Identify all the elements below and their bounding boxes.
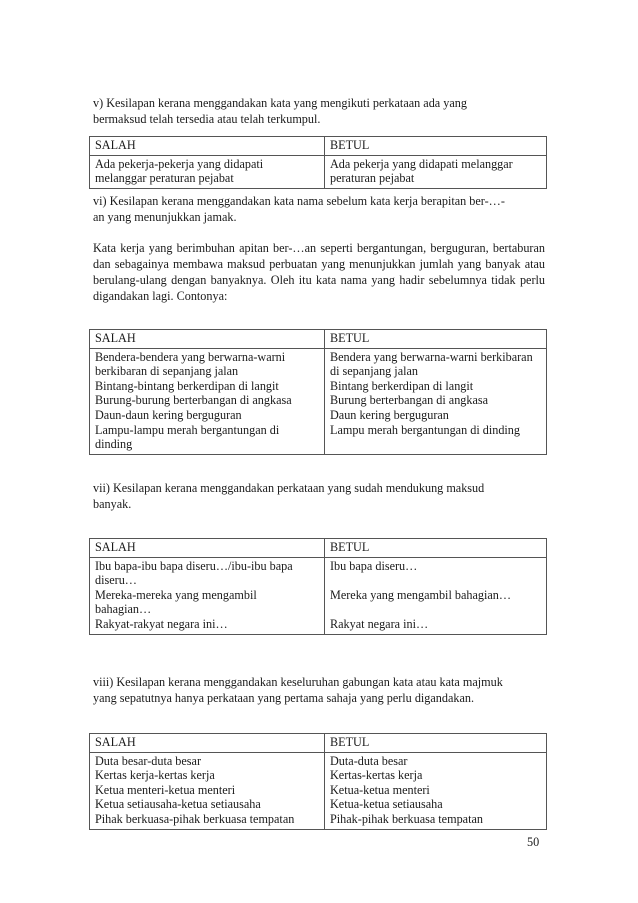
salah-line: Duta besar-duta besar xyxy=(95,753,202,768)
betul-line: Bendera yang berwarna-warni berkibaran xyxy=(330,349,533,364)
betul-header: BETUL xyxy=(325,137,547,156)
section-viii-heading xyxy=(93,674,545,706)
table-row xyxy=(90,348,547,454)
betul-header: BETUL xyxy=(325,539,547,558)
heading-line: vii) Kesilapan kerana menggandakan perkataan yang sudah mendukung maksud xyxy=(93,481,485,495)
salah-line: melanggar peraturan pejabat xyxy=(95,171,234,186)
section-vi-paragraph: Kata kerja yang berimbuhan apitan ber-…an seperti bergantungan, berguguran, bertaburan dan sebagainya membawa maksud perbuatan yang menunjukkan jumlah yang banyak atau berulang-ulang dengan banyaknya. Oleh itu kata nama yang hadir sebelumnya tidak perlu digandakan lagi. Contonya: xyxy=(93,241,545,303)
section-viii-table xyxy=(89,733,547,830)
salah-cell xyxy=(90,155,325,188)
salah-line: Ketua setiausaha-ketua setiausaha xyxy=(95,797,261,812)
heading-line: vi) Kesilapan kerana menggandakan kata nama sebelum kata kerja berapitan ber-…- xyxy=(93,194,505,208)
section-vi-heading xyxy=(93,193,545,225)
salah-cell xyxy=(90,752,325,829)
blank-line xyxy=(330,602,542,617)
salah-line: Pihak berkuasa-pihak berkuasa tempatan xyxy=(95,811,295,826)
section-vii-heading xyxy=(93,480,545,512)
table-header-row xyxy=(90,330,547,349)
betul-line: Lampu merah bergantungan di dinding xyxy=(330,422,520,437)
betul-line: Ada pekerja yang didapati melanggar xyxy=(330,156,513,171)
salah-header: SALAH xyxy=(90,137,325,156)
salah-line: dinding xyxy=(95,437,133,452)
section-vii-table xyxy=(89,538,547,635)
table-row xyxy=(90,752,547,829)
betul-line: Mereka yang mengambil bahagian… xyxy=(330,587,512,602)
betul-line: Kertas-kertas kerja xyxy=(330,768,423,783)
salah-cell xyxy=(90,557,325,634)
heading-line: viii) Kesilapan kerana menggandakan keseluruhan gabungan kata atau kata majmuk xyxy=(93,675,503,689)
salah-line: Daun-daun kering berguguran xyxy=(95,407,242,422)
salah-header: SALAH xyxy=(90,330,325,349)
salah-line: Bendera-bendera yang berwarna-warni xyxy=(95,349,286,364)
heading-line: yang sepatutnya hanya perkataan yang pertama sahaja yang perlu digandakan. xyxy=(93,691,475,705)
betul-line: Ketua-ketua setiausaha xyxy=(330,797,443,812)
betul-line: Duta-duta besar xyxy=(330,753,408,768)
section-vi-table xyxy=(89,329,547,455)
salah-line: berkibaran di sepanjang jalan xyxy=(95,364,239,379)
betul-header: BETUL xyxy=(325,734,547,753)
salah-line: Lampu-lampu merah bergantungan di xyxy=(95,422,280,437)
heading-line: an yang menunjukkan jamak. xyxy=(93,210,237,224)
betul-line: Daun kering berguguran xyxy=(330,407,449,422)
blank-line xyxy=(330,573,542,588)
salah-header: SALAH xyxy=(90,539,325,558)
table-row xyxy=(90,155,547,188)
betul-line: Ketua-ketua menteri xyxy=(330,782,430,797)
table-header-row xyxy=(90,734,547,753)
table-header-row xyxy=(90,539,547,558)
betul-line: Pihak-pihak berkuasa tempatan xyxy=(330,811,483,826)
heading-line: banyak. xyxy=(93,497,132,511)
betul-line: Ibu bapa diseru… xyxy=(330,558,418,573)
betul-line: peraturan pejabat xyxy=(330,171,415,186)
section-v-heading xyxy=(93,95,545,127)
salah-line: diseru… xyxy=(95,573,137,588)
betul-cell xyxy=(325,557,547,634)
salah-line: bahagian… xyxy=(95,602,152,617)
salah-line: Rakyat-rakyat negara ini… xyxy=(95,616,228,631)
salah-cell xyxy=(90,348,325,454)
heading-line: bermaksud telah tersedia atau telah terkumpul. xyxy=(93,112,321,126)
salah-line: Ketua menteri-ketua menteri xyxy=(95,782,236,797)
betul-cell xyxy=(325,155,547,188)
table-row xyxy=(90,557,547,634)
betul-line: Bintang berkerdipan di langit xyxy=(330,378,474,393)
salah-line: Ibu bapa-ibu bapa diseru…/ibu-ibu bapa xyxy=(95,558,293,573)
salah-header: SALAH xyxy=(90,734,325,753)
salah-line: Kertas kerja-kertas kerja xyxy=(95,768,215,783)
betul-cell xyxy=(325,752,547,829)
section-v-table xyxy=(89,136,547,189)
salah-line: Burung-burung berterbangan di angkasa xyxy=(95,393,292,408)
salah-line: Bintang-bintang berkerdipan di langit xyxy=(95,378,279,393)
betul-header: BETUL xyxy=(325,330,547,349)
betul-line: Rakyat negara ini… xyxy=(330,616,429,631)
betul-line: di sepanjang jalan xyxy=(330,364,418,379)
salah-line: Ada pekerja-pekerja yang didapati xyxy=(95,156,264,171)
salah-line: Mereka-mereka yang mengambil xyxy=(95,587,257,602)
heading-line: v) Kesilapan kerana menggandakan kata yang mengikuti perkataan ada yang xyxy=(93,96,467,110)
page-number: 50 xyxy=(527,835,540,849)
betul-line: Burung berterbangan di angkasa xyxy=(330,393,489,408)
betul-cell xyxy=(325,348,547,454)
table-header-row xyxy=(90,137,547,156)
